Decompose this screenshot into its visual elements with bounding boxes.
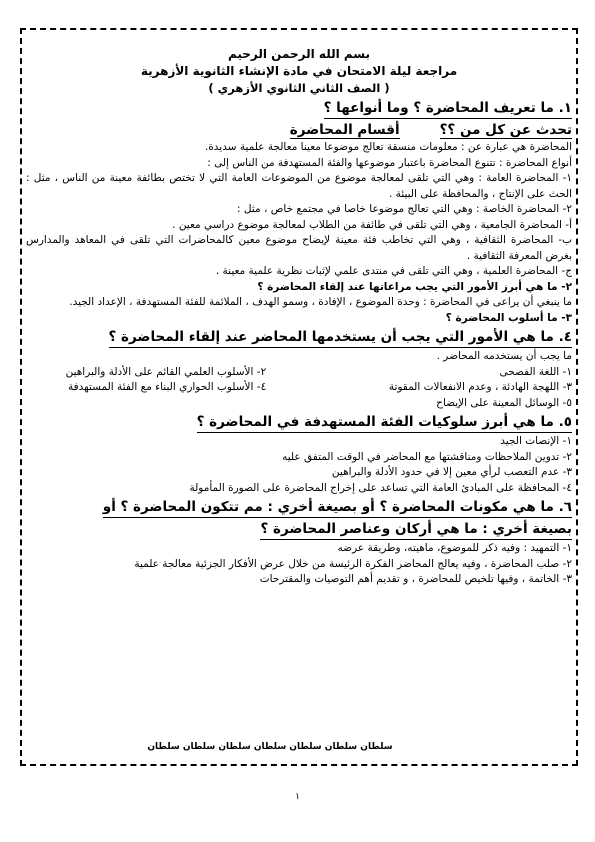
basmala: بسم الله الرحمن الرحيم	[227, 47, 371, 61]
scientific-lecture-text: ج- المحاضرة العلمية ، وهي التي تلقى في منتدى علمي لإثبات نظرية علمية معينة .	[215, 265, 572, 277]
question-6-title-alt: بصيغة أخري : ما هي أركان وعناصر المحاضرة ؟	[260, 519, 572, 540]
grade-label: ( الصف الثاني الثانوي الأزهري )	[208, 81, 390, 95]
list-item: ٣- عدم التعصب لرأي معين إلا في حدود الأدلة والبراهين	[331, 466, 572, 478]
university-lecture-text: أ- المحاضرة الجامعية ، وهي التي تلقى في طائفة من الطلاب لمعالجة موضوع دراسي معين .	[172, 218, 572, 231]
author-signature: سلطان سلطان سلطان سلطان سلطان سلطان سلطان	[147, 742, 393, 752]
lecture-sections-label: أقسام المحاضرة	[289, 122, 400, 138]
special-lecture-text: ٢- المحاضرة الخاصة : وهي التي تعالج موضوعا خاصا في مجتمع خاص ، مثل :	[237, 203, 572, 215]
question-1-talk-heading	[26, 120, 572, 140]
question-4-list-row-2	[26, 380, 572, 396]
list-item: ٤- الأسلوب الحواري البناء مع الفئة المستهدفة	[68, 381, 267, 393]
list-item: ١- الإنصات الجيد	[500, 435, 572, 447]
document-subtitle: مراجعة ليلة الامتحان في مادة الإنشاء الثانوية الأزهرية	[140, 64, 458, 78]
lecture-definition: المحاضرة هي عبارة عن : معلومات منسقة تعالج موضوعا معينا معالجة علمية سديدة.	[204, 141, 572, 153]
lecture-types-intro: أنواع المحاضرة : تتنوع المحاضرة باعتبار موضوعها والفئة المستهدفة من الناس إلى :	[207, 156, 572, 169]
general-lecture-text: ١- المحاضرة العامة : وهي التي تلقى لمعالجة موضوع من الموضوعات العامة التي لا تختص بطائفة معينة من الناس ، مثل : الحث على الإنتاج ، والمحافظة على البيئة .	[26, 172, 572, 200]
question-2-title: ٢- ما هي أبرز الأمور التي يجب مراعاتها عند إلقاء المحاضرة ؟	[257, 280, 572, 293]
question-4-list-row-1	[26, 365, 572, 381]
list-item: ٢- تدوين الملاحظات ومناقشتها مع المحاضر في الوقت المتفق عليه	[282, 450, 572, 463]
cultural-lecture-text: ب- المحاضرة الثقافية ، وهي التي تخاطب فئة معينة لإيضاح موضوع معين كالمحاضرات التي تلقى في المعاهد والمدارس بغرض المعرفة الثقافية .	[26, 234, 572, 262]
list-item: ٢- صلب المحاضرة ، وفيه يعالج المحاضر الفكرة الرئيسة من خلال عرض الأفكار الجزئية معالجة علمية	[134, 557, 572, 570]
list-item: ٣- الخاتمة ، وفيها تلخيص للمحاضرة ، و تقديم أهم التوصيات والمقترحات	[259, 573, 572, 585]
question-5-title: ٥. ما هي أبرز سلوكيات الفئة المستهدفة في المحاضرة ؟	[197, 412, 572, 433]
list-item: ٣- اللهجة الهادئة ، وعدم الانفعالات المقوتة	[388, 381, 572, 393]
question-3-title: ٣- ما أسلوب المحاضرة ؟	[445, 311, 572, 324]
page-number: ١	[295, 792, 300, 802]
list-item: ١- التمهيد : وفيه ذكر للموضوع، ماهيته، وطريقة عرضه	[337, 542, 572, 554]
question-4-intro: ما يجب أن يستخدمه المحاضر .	[436, 350, 572, 362]
document-content	[26, 46, 572, 588]
list-item: ٤- المحافظة على المبادئ العامة التي تساعد على إخراج المحاضرة على الصورة المأمولة	[189, 481, 572, 494]
list-item: ٥- الوسائل المعينة على الإيضاح	[436, 396, 572, 409]
question-1-title: ١. ما تعريف المحاضرة ؟ وما أنواعها ؟	[324, 98, 572, 119]
question-4-title: ٤. ما هي الأمور التي يجب أن يستخدمها المحاضر عند إلقاء المحاضرة ؟	[109, 327, 572, 348]
list-item: ١- اللغة الفصحى	[499, 365, 572, 378]
list-item: ٢- الأسلوب العلمي القائم على الأدلة والبراهين	[65, 365, 267, 378]
question-6-title: ٦. ما هي مكونات المحاضرة ؟ أو بصيغة أخري : مم تتكون المحاضرة ؟ أو	[103, 497, 572, 518]
talk-about-label: تحدث عن كل من ؟؟	[439, 122, 572, 138]
question-2-answer: ما ينبغي أن يراعى في المحاضرة : وحدة الموضوع ، الإفادة ، وسمو الهدف ، الملائمة للفئة المستهدفة ، الإعداد الجيد.	[69, 296, 572, 308]
